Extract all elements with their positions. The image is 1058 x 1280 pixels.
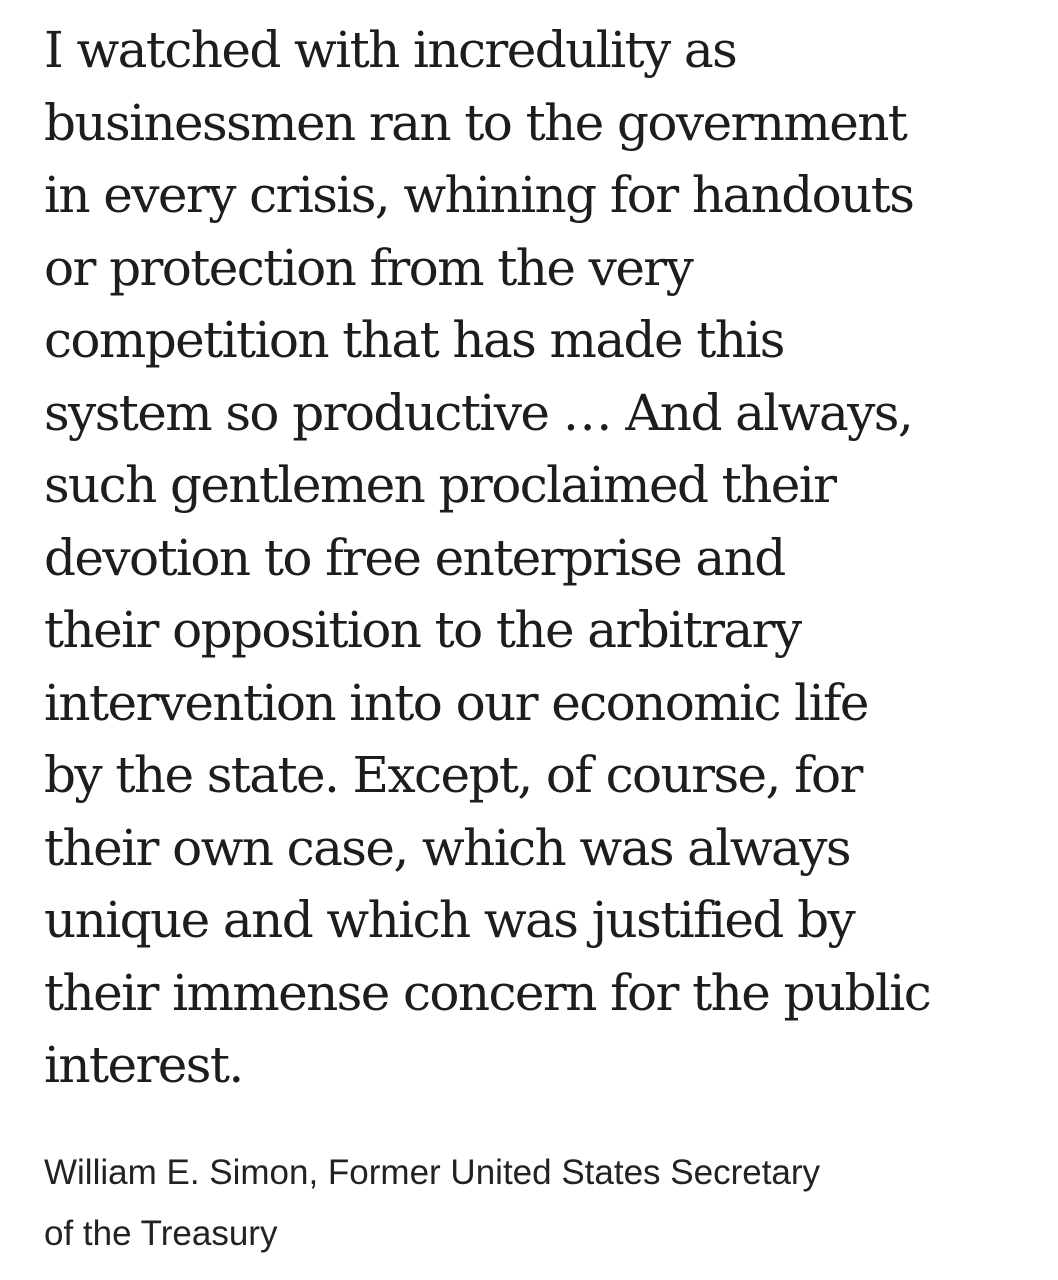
quote-line: unique and which was justified by bbox=[44, 891, 855, 949]
attribution-line: William E. Simon, Former United States Secretary bbox=[44, 1153, 821, 1192]
quote-attribution bbox=[44, 1142, 1034, 1264]
quote-line: intervention into our economic life bbox=[44, 673, 868, 732]
quote-line: interest. bbox=[44, 1036, 243, 1094]
quote-line: I watched with incredulity as bbox=[44, 21, 737, 79]
quote-line: devotion to free enterprise and bbox=[44, 528, 785, 587]
quote-line: by the state. Except, of course, for bbox=[44, 746, 862, 804]
attribution-line: of the Treasury bbox=[44, 1214, 278, 1253]
quote-line: competition that has made this bbox=[44, 311, 784, 369]
quote-line: businessmen ran to the government bbox=[44, 93, 907, 152]
quote-line: their opposition to the arbitrary bbox=[44, 601, 801, 659]
quote-line: their own case, which was always bbox=[44, 818, 850, 877]
quote-line: such gentlemen proclaimed their bbox=[44, 456, 836, 514]
quote-line: in every crisis, whining for handouts bbox=[44, 166, 914, 224]
quote-line: their immense concern for the public bbox=[44, 963, 931, 1022]
quote-line: or protection from the very bbox=[44, 238, 693, 297]
quote-line: system so productive … And always, bbox=[44, 383, 913, 442]
quote-text bbox=[44, 14, 1034, 1102]
